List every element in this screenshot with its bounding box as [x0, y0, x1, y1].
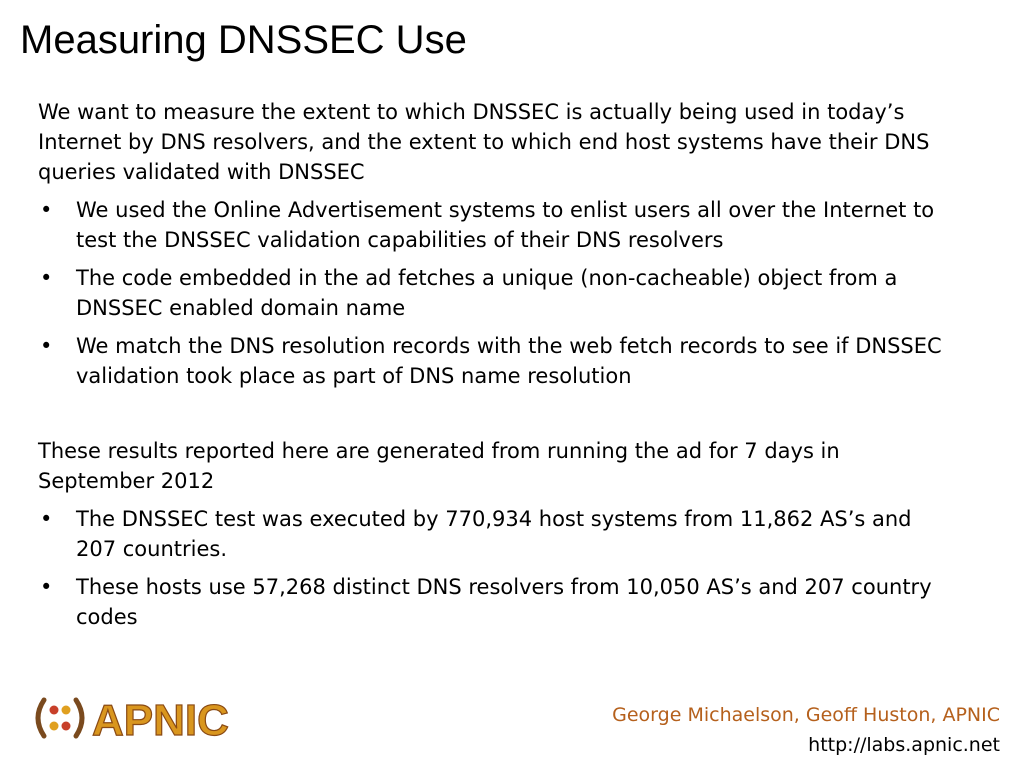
bullet-text: The DNSSEC test was executed by 770,934 host systems from 11,862 AS’s and 207 countries.: [76, 507, 912, 561]
intro-paragraph: We want to measure the extent to which DNSSEC is actually being used in today’s Internet by DNS resolvers, and the extent to which end host systems have their DNS queries validated with DNSSEC: [38, 100, 930, 184]
slide-body: [38, 97, 943, 640]
bullet-icon: •: [40, 266, 53, 290]
results-paragraph: These results reported here are generated from running the ad for 7 days in September 2012: [38, 439, 840, 493]
slide-title: Measuring DNSSEC Use: [20, 18, 467, 62]
credit-block: [612, 700, 1000, 760]
list-item: [38, 195, 943, 255]
intro-bullet-list: [38, 195, 943, 391]
bullet-text: The code embedded in the ad fetches a unique (non-cacheable) object from a DNSSEC enabled domain name: [76, 266, 898, 320]
bullet-text: These hosts use 57,268 distinct DNS resolvers from 10,050 AS’s and 207 country codes: [76, 575, 932, 629]
apnic-logo: [30, 688, 235, 748]
results-bullet-list: [38, 504, 943, 632]
bullet-text: We match the DNS resolution records with the web fetch records to see if DNSSEC validation took place as part of DNS name resolution: [76, 334, 942, 388]
bullet-text: We used the Online Advertisement systems to enlist users all over the Internet to test the DNSSEC validation capabilities of their DNS resolvers: [76, 198, 935, 252]
list-item: [38, 504, 943, 564]
bullet-icon: •: [40, 575, 53, 599]
bullet-icon: •: [40, 334, 53, 358]
list-item: [38, 263, 943, 323]
authors-line: George Michaelson, Geoff Huston, APNIC: [612, 704, 1000, 726]
bullet-icon: •: [40, 507, 53, 531]
apnic-logo-text: APNIC: [92, 696, 229, 745]
list-item: [38, 572, 943, 632]
website-link[interactable]: http://labs.apnic.net: [808, 734, 1000, 756]
apnic-logo-mark-icon: [38, 700, 82, 736]
list-item: [38, 331, 943, 391]
bullet-icon: •: [40, 198, 53, 222]
section-spacer: [38, 399, 943, 436]
